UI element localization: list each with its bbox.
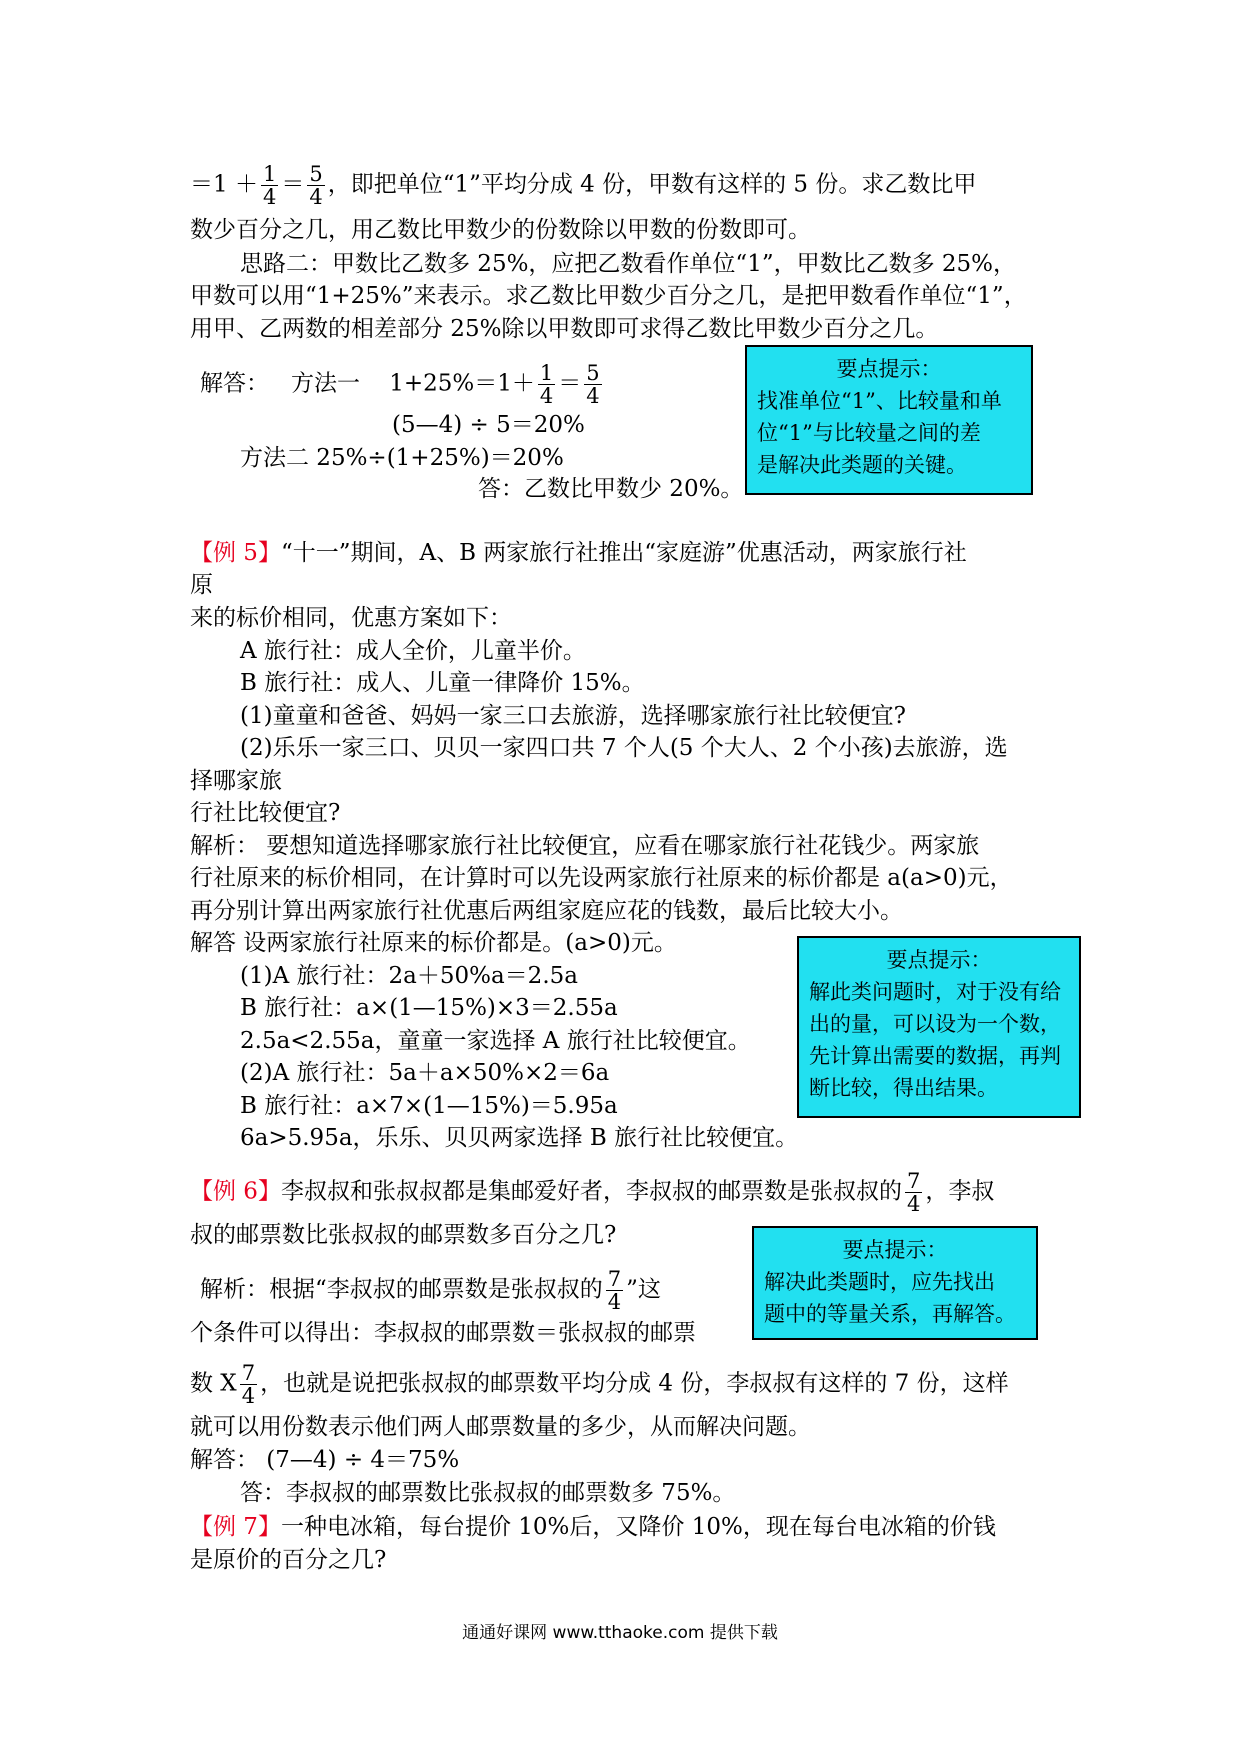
- tip-title: 要点提示：: [836, 357, 942, 381]
- text-line: 就可以用份数表示他们两人邮票数量的多少，从而解决问题。: [190, 1414, 811, 1440]
- text-line: B 旅行社：成人、儿童一律降价 15%。: [240, 670, 645, 696]
- example-tag: 【例 7】: [190, 1514, 281, 1540]
- text-segment: 一种电冰箱，每台提价 10%后，又降价 10%，现在每台电冰箱的价钱: [280, 1514, 996, 1540]
- text-line: 个条件可以得出：李叔叔的邮票数＝张叔叔的邮票: [190, 1320, 696, 1346]
- tip-line: 出的量，可以设为一个数，: [809, 1012, 1061, 1036]
- fraction-numerator: 1: [262, 162, 277, 186]
- fraction-denominator: 4: [241, 1384, 256, 1408]
- fraction-denominator: 4: [309, 185, 323, 209]
- text-line: 2.5a<2.55a，童童一家选择 A 旅行社比较便宜。: [240, 1028, 751, 1054]
- tip-box: [745, 345, 1033, 495]
- fraction-numerator: 5: [586, 361, 600, 385]
- fraction-denominator: 4: [607, 1290, 622, 1314]
- tip-box: [797, 936, 1081, 1118]
- tip-line: 是解决此类题的关键。: [757, 453, 967, 477]
- tip-title: 要点提示：: [886, 948, 992, 972]
- text-line: [190, 1170, 994, 1215]
- tip-line: 找准单位“1”、比较量和单: [757, 389, 1002, 413]
- fraction: [905, 1170, 922, 1215]
- text-segment: 1+25%＝1＋: [389, 370, 535, 397]
- text-line: [190, 538, 967, 568]
- fraction: [307, 163, 324, 208]
- fraction-denominator: 4: [262, 185, 277, 209]
- text-line: (1)童童和爸爸、妈妈一家三口去旅游，选择哪家旅行社比较便宜?: [240, 703, 906, 729]
- text-line: (2)乐乐一家三口、贝贝一家四口共 7 个人(5 个大人、2 个小孩)去旅游，选: [240, 735, 1008, 761]
- tip-title: 要点提示：: [842, 1238, 948, 1262]
- text-line: 是原价的百分之几?: [190, 1547, 387, 1573]
- fraction: [261, 163, 278, 208]
- text-line: 答：李叔叔的邮票数比张叔叔的邮票数多 75%。: [240, 1480, 736, 1506]
- text-line: (5—4) ÷ 5＝20%: [392, 412, 585, 438]
- text-segment: ，李叔: [925, 1178, 995, 1205]
- text-line: 解答： (7—4) ÷ 4＝75%: [190, 1447, 460, 1473]
- text-segment: ＝: [558, 370, 582, 397]
- text-line: 来的标价相同，优惠方案如下：: [190, 605, 512, 631]
- tip-line: 题中的等量关系，再解答。: [764, 1302, 1016, 1326]
- text-line: 答：乙数比甲数少 20%。: [478, 476, 744, 502]
- tip-line: 断比较，得出结果。: [809, 1076, 998, 1100]
- text-line: 行社比较便宜?: [190, 800, 341, 826]
- text-line: 思路二：甲数比乙数多 25%，应把乙数看作单位“1”，甲数比乙数多 25%，: [240, 251, 1017, 277]
- text-line: 6a>5.95a，乐乐、贝贝两家选择 B 旅行社比较便宜。: [240, 1125, 799, 1151]
- text-line: 数少百分之几，用乙数比甲数少的份数除以甲数的份数即可。: [190, 217, 811, 243]
- fraction-numerator: 7: [241, 1361, 256, 1385]
- fraction-numerator: 7: [906, 1169, 921, 1193]
- text-line: 用甲、乙两数的相差部分 25%除以甲数即可求得乙数比甲数少百分之几。: [190, 316, 939, 342]
- example-tag: 【例 5】: [190, 540, 281, 566]
- tip-line: 解决此类题时，应先找出: [764, 1270, 995, 1294]
- text-segment: ＝: [281, 171, 305, 198]
- text-segment: ＝1 ＋: [190, 171, 258, 198]
- text-line: B 旅行社：a×(1—15%)×3＝2.55a: [240, 995, 618, 1021]
- text-line: B 旅行社：a×7×(1—15%)＝5.95a: [240, 1093, 618, 1119]
- fraction-numerator: 5: [309, 162, 323, 186]
- example-tag: 【例 6】: [190, 1178, 281, 1205]
- text-line: [190, 1512, 996, 1542]
- text-line: 甲数可以用“1+25%”来表示。求乙数比甲数少百分之几，是把甲数看作单位“1”，: [190, 283, 1027, 309]
- tip-box: [752, 1226, 1038, 1340]
- text-segment: ”这: [626, 1276, 661, 1303]
- tip-line: 位“1”与比较量之间的差: [757, 421, 981, 445]
- text-line: (1)A 旅行社：2a＋50%a＝2.5a: [240, 963, 578, 989]
- text-segment: ，即把单位“1”平均分成 4 份，甲数有这样的 5 份。求乙数比甲: [327, 171, 977, 198]
- answer-label: 解答：: [200, 370, 269, 397]
- fraction-denominator: 4: [539, 384, 554, 408]
- text-line: 原: [190, 572, 213, 598]
- fraction-numerator: 7: [607, 1267, 622, 1291]
- fraction: [538, 362, 555, 407]
- text-line: 叔的邮票数比张叔叔的邮票数多百分之几?: [190, 1222, 617, 1248]
- text-line: 行社原来的标价相同，在计算时可以先设两家旅行社原来的标价都是 a(a>0)元，: [190, 865, 1013, 891]
- answer-line: [200, 362, 605, 407]
- tip-line: 先计算出需要的数据，再判: [809, 1044, 1061, 1068]
- text-line: (2)A 旅行社：5a＋a×50%×2＝6a: [240, 1060, 610, 1086]
- text-line: [190, 1362, 1009, 1407]
- text-line: 解答 设两家旅行社原来的标价都是。(a>0)元。: [190, 930, 677, 956]
- text-line: 再分别计算出两家旅行社优惠后两组家庭应花的钱数，最后比较大小。: [190, 898, 903, 924]
- text-line: A 旅行社：成人全价，儿童半价。: [240, 638, 586, 664]
- fraction: [240, 1362, 257, 1407]
- text-line: [190, 163, 976, 208]
- text-segment: 解析：根据“李叔叔的邮票数是张叔叔的: [200, 1276, 603, 1303]
- fraction-numerator: 1: [539, 361, 554, 385]
- fraction: [584, 362, 601, 407]
- text-line: 方法二 25%÷(1+25%)＝20%: [240, 445, 564, 471]
- text-line: 择哪家旅: [190, 768, 282, 794]
- text-segment: 李叔叔和张叔叔都是集邮爱好者，李叔叔的邮票数是张叔叔的: [280, 1178, 902, 1205]
- text-segment: ，也就是说把张叔叔的邮票数平均分成 4 份，李叔叔有这样的 7 份，这样: [260, 1370, 1009, 1397]
- text-line: [200, 1268, 661, 1313]
- fraction-denominator: 4: [586, 384, 600, 408]
- text-segment: “十一”期间，A、B 两家旅行社推出“家庭游”优惠活动，两家旅行社: [280, 540, 967, 566]
- text-segment: 数 X: [190, 1370, 237, 1397]
- fraction: [606, 1268, 623, 1313]
- text-line: 解析： 要想知道选择哪家旅行社比较便宜，应看在哪家旅行社花钱少。两家旅: [190, 833, 980, 859]
- page-footer: 通通好课网 www.tthaoke.com 提供下载: [462, 1623, 778, 1643]
- tip-line: 解此类问题时，对于没有给: [809, 980, 1061, 1004]
- method-label: 方法一: [290, 370, 360, 397]
- fraction-denominator: 4: [906, 1192, 921, 1216]
